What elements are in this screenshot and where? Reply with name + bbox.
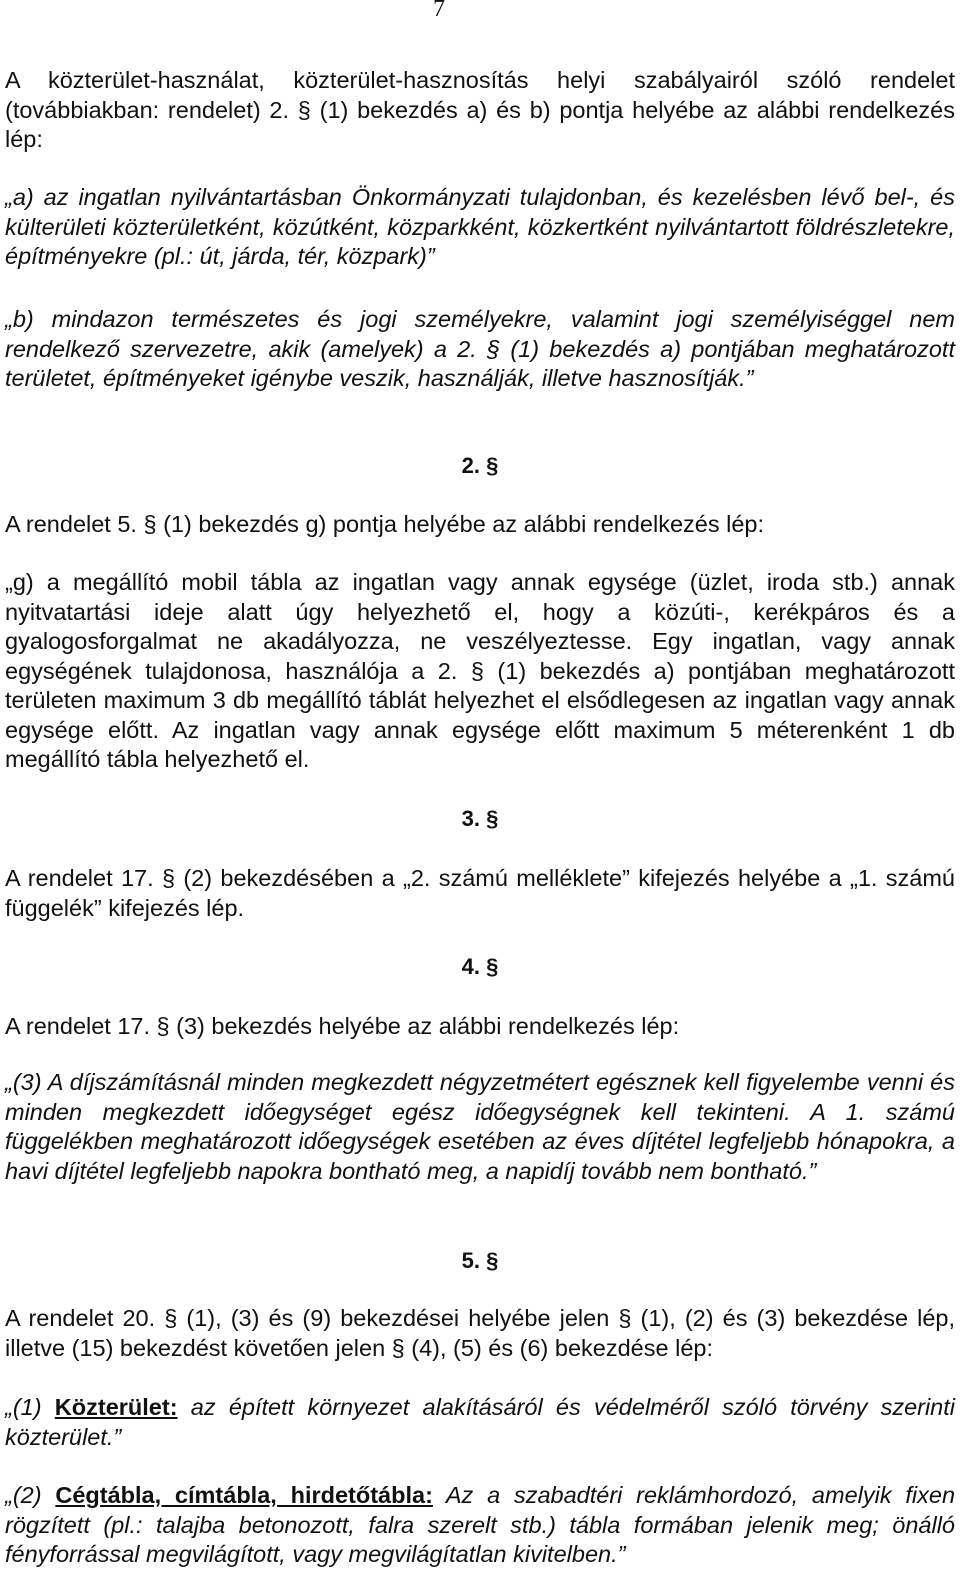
section-5-item-2 xyxy=(5,1481,955,1570)
item-1-term: Közterület: xyxy=(54,1394,178,1420)
section-2-heading: 2. § xyxy=(461,453,499,478)
section-5-heading: 5. § xyxy=(461,1248,499,1273)
page-number: 7 xyxy=(433,0,445,22)
section-2-body: „g) a megállító mobil tábla az ingatlan vagy annak egysége (üzlet, iroda stb.) annak nyitvatartási ideje alatt úgy helyezhető el, hogy a közúti-, kerékpáros és a gyalogosforgalmat ne akadályozza, ne veszélyeztesse. Egy ingatlan, vagy annak egységének tulajdonosa, használója a 2. § (1) bekezdés a) pontjában meghatározott területen maximum 3 db megállító táblát helyezhet el elsődlegesen az ingatlan vagy annak egysége előtt. Az ingatlan vagy annak egysége előtt maximum 5 méterenként 1 db megállító tábla helyezhető el. xyxy=(5,569,955,772)
item-2-prefix: „(2) xyxy=(5,1482,56,1508)
item-2-term: Cégtábla, címtábla, hirdetőtábla: xyxy=(55,1482,433,1508)
section-3-heading: 3. § xyxy=(461,806,499,831)
section-5-intro: A rendelet 20. § (1), (3) és (9) bekezdései helyébe jelen § (1), (2) és (3) bekezdése lép, illetve (15) bekezdést követően jelen § (4), (5) és (6) bekezdése lép: xyxy=(5,1305,955,1361)
point-a-paragraph: „a) az ingatlan nyilvántartásban Önkormányzati tulajdonban, és kezelésben lévő bel-, és külterületi közterületként, közútként, közparkként, közkertként nyilvántartott földrészletekre, építményekre (pl.: út, járda, tér, közpark)” xyxy=(5,184,955,269)
item-2-text: Az a szabadtéri reklámhordozó, amelyik fixen rögzített (pl.: talajba betonozott, falra szerelt stb.) tábla formában jelenik meg; önálló fényforrással megvilágított, vagy megvilágítatlan kivitelben.” xyxy=(5,1482,956,1567)
section-4-intro: A rendelet 17. § (3) bekezdés helyébe az alábbi rendelkezés lép: xyxy=(5,1013,680,1039)
intro-paragraph: A közterület-használat, közterület-hasznosítás helyi szabályairól szóló rendelet (továbbiakban: rendelet) 2. § (1) bekezdés a) és b) pontja helyébe az alábbi rendelkezés lép: xyxy=(5,67,955,152)
section-5-item-1 xyxy=(5,1393,955,1452)
section-3-body: A rendelet 17. § (2) bekezdésében a „2. számú melléklete” kifejezés helyébe a „1. számú függelék” kifejezés lép. xyxy=(5,865,955,921)
section-2-intro: A rendelet 5. § (1) bekezdés g) pontja helyébe az alábbi rendelkezés lép: xyxy=(5,511,765,537)
point-b-paragraph: „b) mindazon természetes és jogi személyekre, valamint jogi személyiséggel nem rendelkező szervezetre, akik (amelyek) a 2. § (1) bekezdés a) pontjában meghatározott területet, építményeket igénybe veszik, használják, illetve hasznosítják.” xyxy=(5,306,955,391)
item-1-text: az épített környezet alakításáról és védelméről szóló törvény szerinti közterület.” xyxy=(5,1394,955,1450)
item-1-prefix: „(1) xyxy=(5,1394,55,1420)
section-4-body: „(3) A díjszámításnál minden megkezdett négyzetmétert egésznek kell figyelembe venni és minden megkezdett időegységet egész időegységnek kell tekinteni. A 1. számú függelékben meghatározott időegységek esetében az éves díjtétel legfeljebb hónapokra, a havi díjtétel legfeljebb napokra bontható meg, a napidíj tovább nem bontható.” xyxy=(5,1069,955,1184)
section-4-heading: 4. § xyxy=(461,954,499,979)
